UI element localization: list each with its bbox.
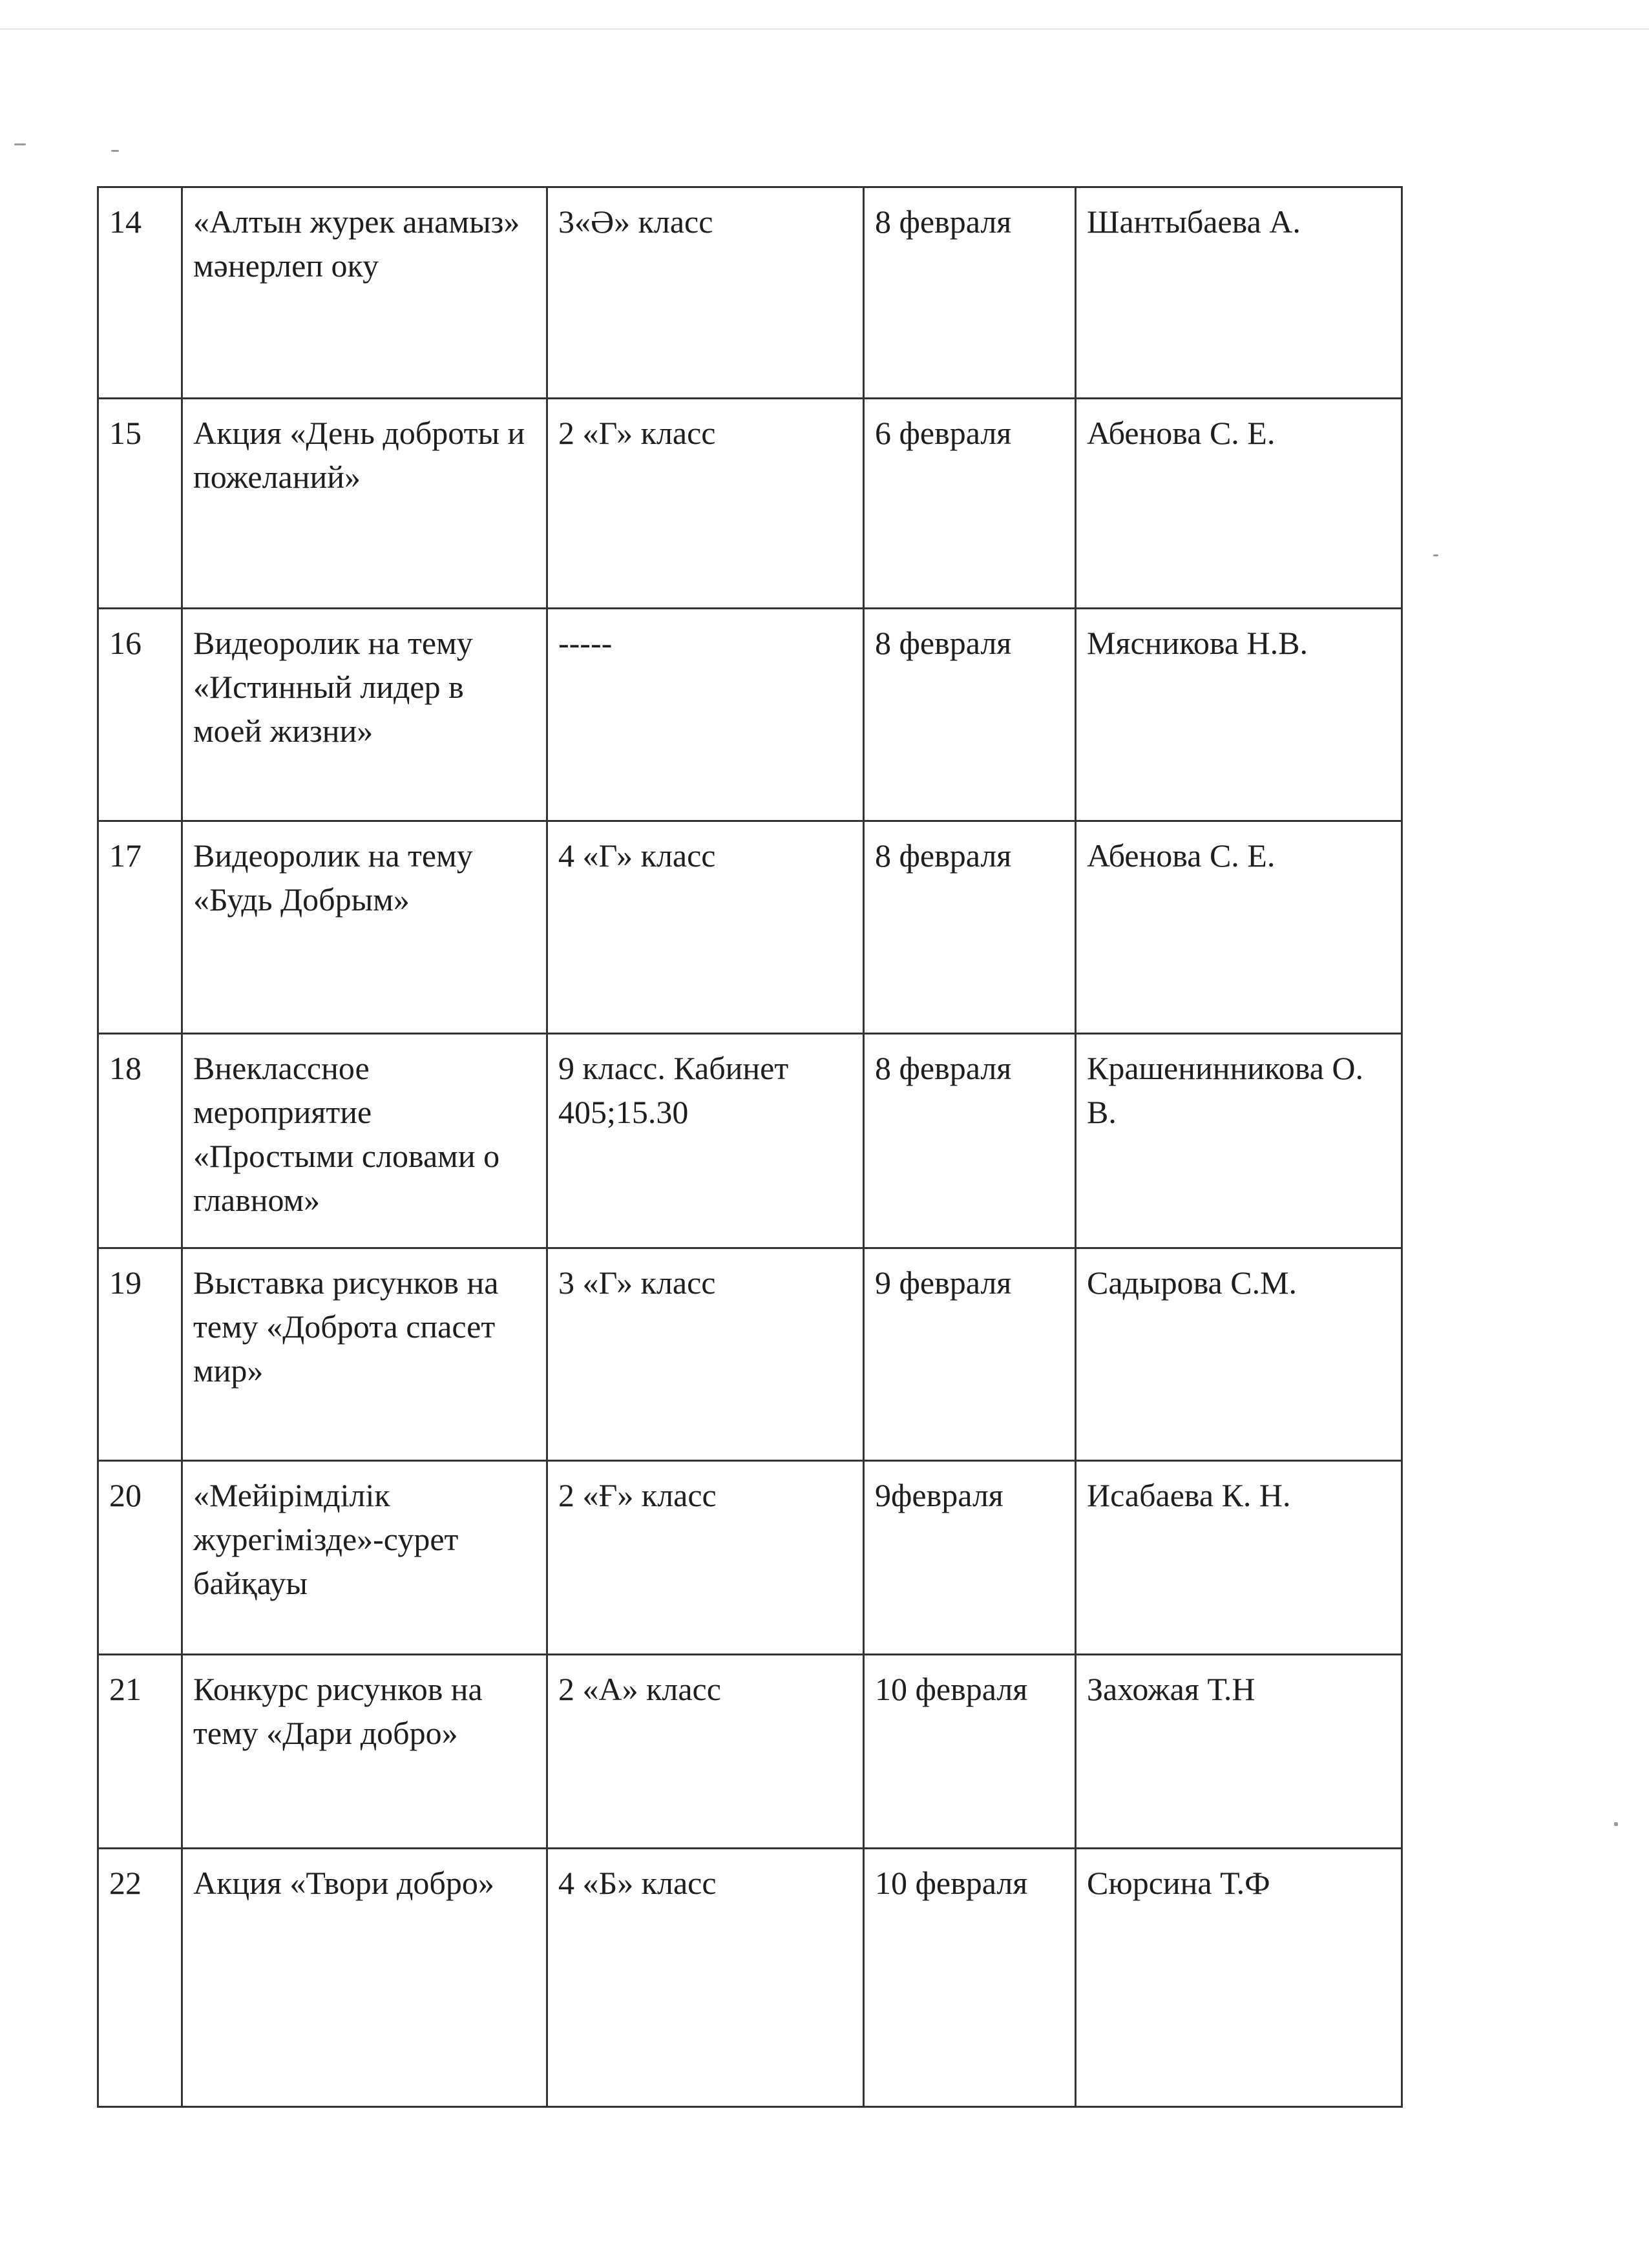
- event-date: 8 февраля: [864, 609, 1076, 821]
- class-info: 2 «А» класс: [547, 1655, 864, 1849]
- event-date: 9февраля: [864, 1461, 1076, 1655]
- event-date: 10 февраля: [864, 1655, 1076, 1849]
- table-row: [98, 1655, 1402, 1849]
- class-info: 3 «Г» класс: [547, 1248, 864, 1461]
- class-info: -----: [547, 609, 864, 821]
- table-row: [98, 187, 1402, 399]
- event-title: Акция «Твори добро»: [182, 1849, 547, 2107]
- event-title: Видеоролик на тему «Будь Добрым»: [182, 821, 547, 1034]
- event-title: Видеоролик на тему «Истинный лидер в моей жизни»: [182, 609, 547, 821]
- scan-top-edge: [0, 28, 1649, 30]
- row-number: 19: [98, 1248, 182, 1461]
- row-number: 17: [98, 821, 182, 1034]
- event-date: 6 февраля: [864, 399, 1076, 609]
- scan-speck: [1433, 554, 1438, 556]
- class-info: 4 «Б» класс: [547, 1849, 864, 2107]
- row-number: 18: [98, 1034, 182, 1248]
- class-info: 2 «Г» класс: [547, 399, 864, 609]
- table-row: [98, 821, 1402, 1034]
- event-title: Внеклассное мероприятие «Простыми словами о главном»: [182, 1034, 547, 1248]
- scan-speck: [1614, 1822, 1618, 1826]
- event-title: «Алтын журек анамыз» мәнерлеп оку: [182, 187, 547, 399]
- row-number: 20: [98, 1461, 182, 1655]
- event-date: 8 февраля: [864, 821, 1076, 1034]
- table-row: [98, 609, 1402, 821]
- responsible-person: Шантыбаева А.: [1076, 187, 1402, 399]
- row-number: 16: [98, 609, 182, 821]
- responsible-person: Исабаева К. Н.: [1076, 1461, 1402, 1655]
- responsible-person: Садырова С.М.: [1076, 1248, 1402, 1461]
- row-number: 21: [98, 1655, 182, 1849]
- responsible-person: Мясникова Н.В.: [1076, 609, 1402, 821]
- event-title: Выставка рисунков на тему «Доброта спасет мир»: [182, 1248, 547, 1461]
- event-date: 9 февраля: [864, 1248, 1076, 1461]
- event-title: Акция «День доброты и пожеланий»: [182, 399, 547, 609]
- class-info: 4 «Г» класс: [547, 821, 864, 1034]
- row-number: 15: [98, 399, 182, 609]
- table-row: [98, 399, 1402, 609]
- scan-speck: [14, 143, 26, 145]
- row-number: 22: [98, 1849, 182, 2107]
- event-date: 8 февраля: [864, 1034, 1076, 1248]
- responsible-person: Захожая Т.Н: [1076, 1655, 1402, 1849]
- responsible-person: Крашенинникова О. В.: [1076, 1034, 1402, 1248]
- table-row: [98, 1461, 1402, 1655]
- events-table: [97, 186, 1403, 2108]
- responsible-person: Абенова С. Е.: [1076, 821, 1402, 1034]
- responsible-person: Абенова С. Е.: [1076, 399, 1402, 609]
- event-date: 10 февраля: [864, 1849, 1076, 2107]
- table-row: [98, 1248, 1402, 1461]
- table-row: [98, 1034, 1402, 1248]
- event-title: Конкурс рисунков на тему «Дари добро»: [182, 1655, 547, 1849]
- event-title: «Мейірімділік журегімізде»-сурет байқауы: [182, 1461, 547, 1655]
- event-date: 8 февраля: [864, 187, 1076, 399]
- row-number: 14: [98, 187, 182, 399]
- responsible-person: Сюрсина Т.Ф: [1076, 1849, 1402, 2107]
- scan-speck: [111, 150, 119, 152]
- class-info: 3«Ә» класс: [547, 187, 864, 399]
- table-row: [98, 1849, 1402, 2107]
- class-info: 9 класс. Кабинет 405;15.30: [547, 1034, 864, 1248]
- class-info: 2 «Ғ» класс: [547, 1461, 864, 1655]
